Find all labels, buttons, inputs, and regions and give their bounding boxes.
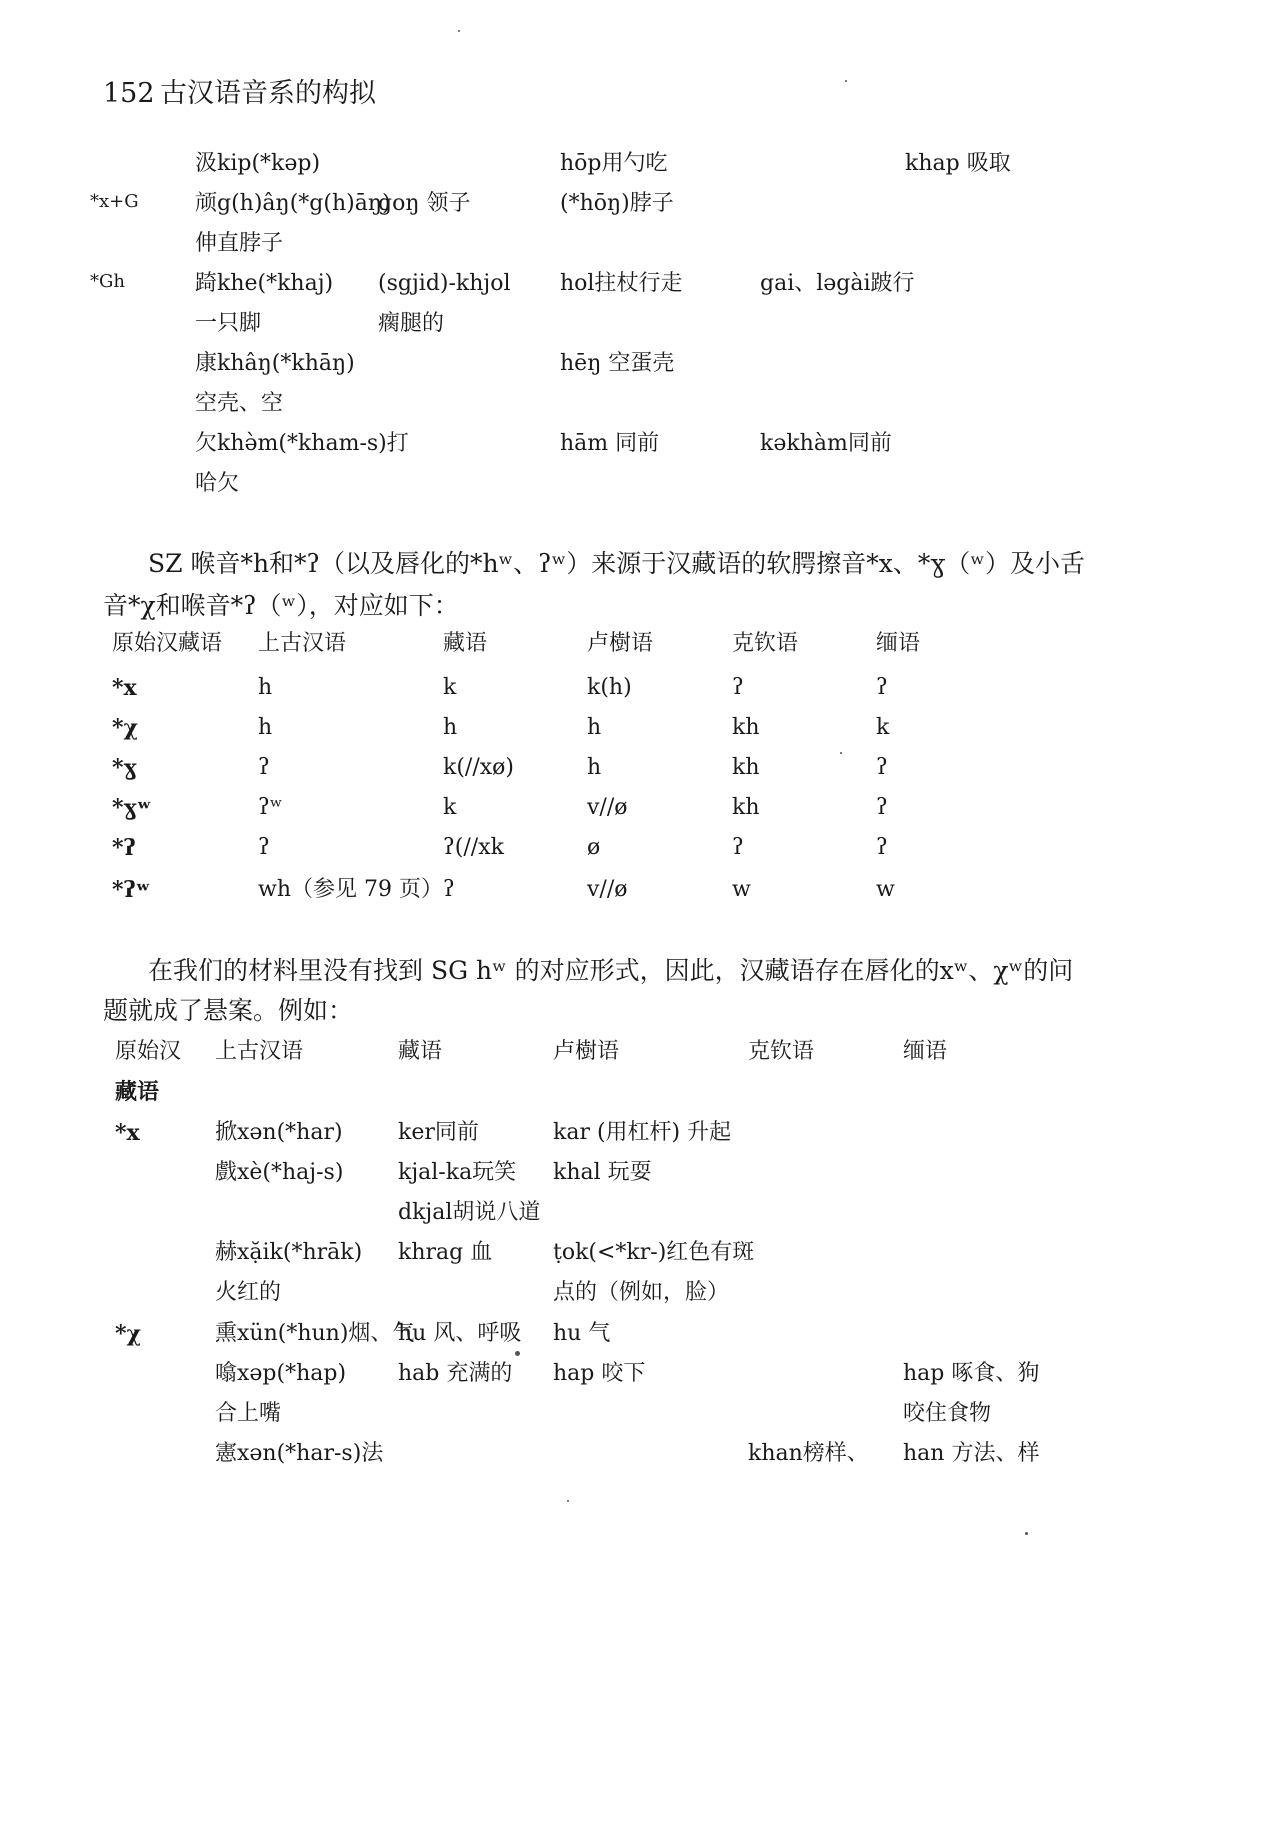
table-cell: ʔ — [258, 755, 270, 780]
example-cell-form: 康khâŋ(*khāŋ) — [195, 351, 355, 376]
table-cell: hab 充满的 — [398, 1361, 513, 1386]
table-cell: k(h) — [587, 675, 632, 700]
table-cell: 噏xəp(*hap) — [215, 1361, 347, 1386]
example-cell-form: 一只脚 — [195, 311, 262, 336]
table-cell: k(//xø) — [443, 755, 514, 780]
table-cell: k — [443, 675, 457, 700]
table-cell: kh — [732, 755, 760, 780]
table-cell: khrag 血 — [398, 1240, 493, 1265]
table-cell: 咬住食物 — [903, 1401, 992, 1426]
table-cell: ʔ(//xk — [443, 835, 504, 860]
table-cell: ʔ — [876, 675, 888, 700]
table-cell: h — [258, 715, 273, 740]
table-header: 缅语 — [903, 1039, 948, 1064]
table-cell: hap 啄食、狗 — [903, 1361, 1040, 1386]
table-cell: 掀xən(*har) — [215, 1120, 343, 1145]
book-title: 古汉语音系的构拟 — [160, 78, 376, 109]
table-cell: ʔ — [876, 755, 888, 780]
paragraph-line: 音*χ和喉音*ʔ（ʷ），对应如下： — [103, 591, 459, 620]
table-header: 原始汉藏语 — [112, 631, 223, 656]
table-cell: ʔ — [732, 835, 744, 860]
table-header: 原始汉 — [115, 1039, 182, 1064]
example-cell-burmese: khap 吸取 — [905, 151, 1011, 176]
scan-speck — [840, 752, 842, 754]
table-cell: *ʔ — [112, 835, 136, 861]
table-cell: ʔ — [443, 877, 455, 902]
table-cell: 点的（例如，脸） — [553, 1280, 730, 1305]
table-cell: w — [732, 877, 751, 902]
table-cell: kar (用杠杆) 升起 — [553, 1120, 732, 1145]
example-cell-lushai: hēŋ 空蛋壳 — [560, 351, 675, 376]
paragraph-line: 题就成了悬案。例如： — [103, 996, 354, 1025]
paragraph-line: SZ 喉音*h和*ʔ（以及唇化的*hʷ、ʔʷ）来源于汉藏语的软腭擦音*x、*ɣ（ʷ）及小舌 — [148, 549, 1085, 578]
table-cell: *χ — [112, 715, 138, 741]
example-cell-kachin: kəkhàm同前 — [760, 431, 892, 456]
table-header-continuation: 藏语 — [115, 1079, 160, 1105]
example-cell-form: 伸直脖子 — [195, 231, 284, 256]
table-header: 卢樹语 — [587, 631, 654, 656]
table-cell: kh — [732, 795, 760, 820]
table-cell: w — [876, 877, 895, 902]
table-cell: 合上嘴 — [215, 1401, 282, 1426]
example-cell-tibetan: 瘸腿的 — [378, 311, 445, 336]
table-cell: hu 气 — [553, 1321, 611, 1346]
table-cell: 熏xün(*hun)烟、气 — [215, 1321, 415, 1346]
table-cell: dkjal胡说八道 — [398, 1200, 541, 1225]
table-header: 藏语 — [443, 631, 488, 656]
table-cell: ker同前 — [398, 1120, 479, 1145]
scan-speck — [845, 80, 847, 82]
table-cell: *ʔʷ — [112, 877, 151, 903]
table-header: 卢樹语 — [553, 1039, 620, 1064]
table-cell: v//ø — [587, 877, 628, 902]
table-cell: h — [258, 675, 273, 700]
table-header: 藏语 — [398, 1039, 443, 1064]
example-cell-form: 哈欠 — [195, 471, 240, 496]
page-number: 152 — [103, 78, 155, 109]
table-cell: 憲xən(*har-s)法 — [215, 1441, 384, 1466]
scan-speck — [515, 1351, 520, 1356]
table-cell: k — [876, 715, 890, 740]
table-cell: 赫xặik(*hrāk) — [215, 1240, 363, 1265]
example-cell-lushai: (*hōŋ)脖子 — [560, 191, 674, 216]
table-cell: kjal-ka玩笑 — [398, 1160, 517, 1185]
example-cell-tibetan: goŋ 领子 — [378, 191, 471, 216]
table-cell: ʔ — [876, 835, 888, 860]
table-cell: h — [587, 755, 602, 780]
table-cell: *ɣ — [112, 755, 137, 781]
table-cell: ʔ — [732, 675, 744, 700]
table-cell: ʔ — [876, 795, 888, 820]
example-cell-kachin: gai、ləgài跛行 — [760, 271, 915, 296]
table-cell: ʔʷ — [258, 795, 283, 820]
table-cell: *ɣʷ — [112, 795, 152, 821]
example-cell-lushai: hōp用勺吃 — [560, 151, 668, 176]
table-cell: hu 风、呼吸 — [398, 1321, 522, 1346]
table-cell: ṭok(<*kr-)红色有斑 — [553, 1240, 755, 1265]
scan-speck — [1025, 1532, 1028, 1535]
table-header: 缅语 — [876, 631, 921, 656]
table-cell: 火红的 — [215, 1280, 282, 1305]
example-cell-form: 汲kip(*kəp) — [195, 151, 321, 176]
example-cell-lushai: hol拄杖行走 — [560, 271, 683, 296]
table-cell: wh（参见 79 页） — [258, 877, 443, 902]
table-cell: kh — [732, 715, 760, 740]
table-cell: hap 咬下 — [553, 1361, 646, 1386]
scan-speck — [567, 1500, 569, 1502]
table-cell: ø — [587, 835, 601, 860]
example-cell-lushai: hām 同前 — [560, 431, 660, 456]
table-cell: han 方法、样 — [903, 1441, 1040, 1466]
table-cell: *χ — [115, 1321, 141, 1347]
table-cell: *x — [112, 675, 137, 701]
example-cell-form: 踦khe(*khaj) — [195, 271, 334, 296]
table-cell: k — [443, 795, 457, 820]
table-cell: khal 玩耍 — [553, 1160, 652, 1185]
paragraph-line: 在我们的材料里没有找到 SG hʷ 的对应形式，因此，汉藏语存在唇化的xʷ、χʷ的问 — [148, 956, 1074, 985]
table-cell: *x — [115, 1120, 140, 1146]
table-cell: v//ø — [587, 795, 628, 820]
example-cell-tibetan: (sgjid)-khjol — [378, 271, 511, 296]
example-cell-form: 颃g(h)âŋ(*g(h)āŋ) — [195, 191, 391, 216]
table-cell: 戲xè(*haj-s) — [215, 1160, 344, 1185]
table-cell: h — [443, 715, 458, 740]
table-header: 上古汉语 — [215, 1039, 304, 1064]
table-header: 上古汉语 — [258, 631, 347, 656]
table-cell: ʔ — [258, 835, 270, 860]
table-cell: khan榜样、 — [748, 1441, 869, 1466]
scan-speck — [458, 30, 460, 32]
example-cell-proto: *x+G — [90, 191, 139, 212]
table-cell: h — [587, 715, 602, 740]
table-header: 克钦语 — [748, 1039, 815, 1064]
example-cell-form: 空壳、空 — [195, 391, 284, 416]
example-cell-form: 欠khə̀m(*kham-s)打 — [195, 431, 409, 456]
table-header: 克钦语 — [732, 631, 799, 656]
example-cell-proto: *Gh — [90, 271, 125, 292]
